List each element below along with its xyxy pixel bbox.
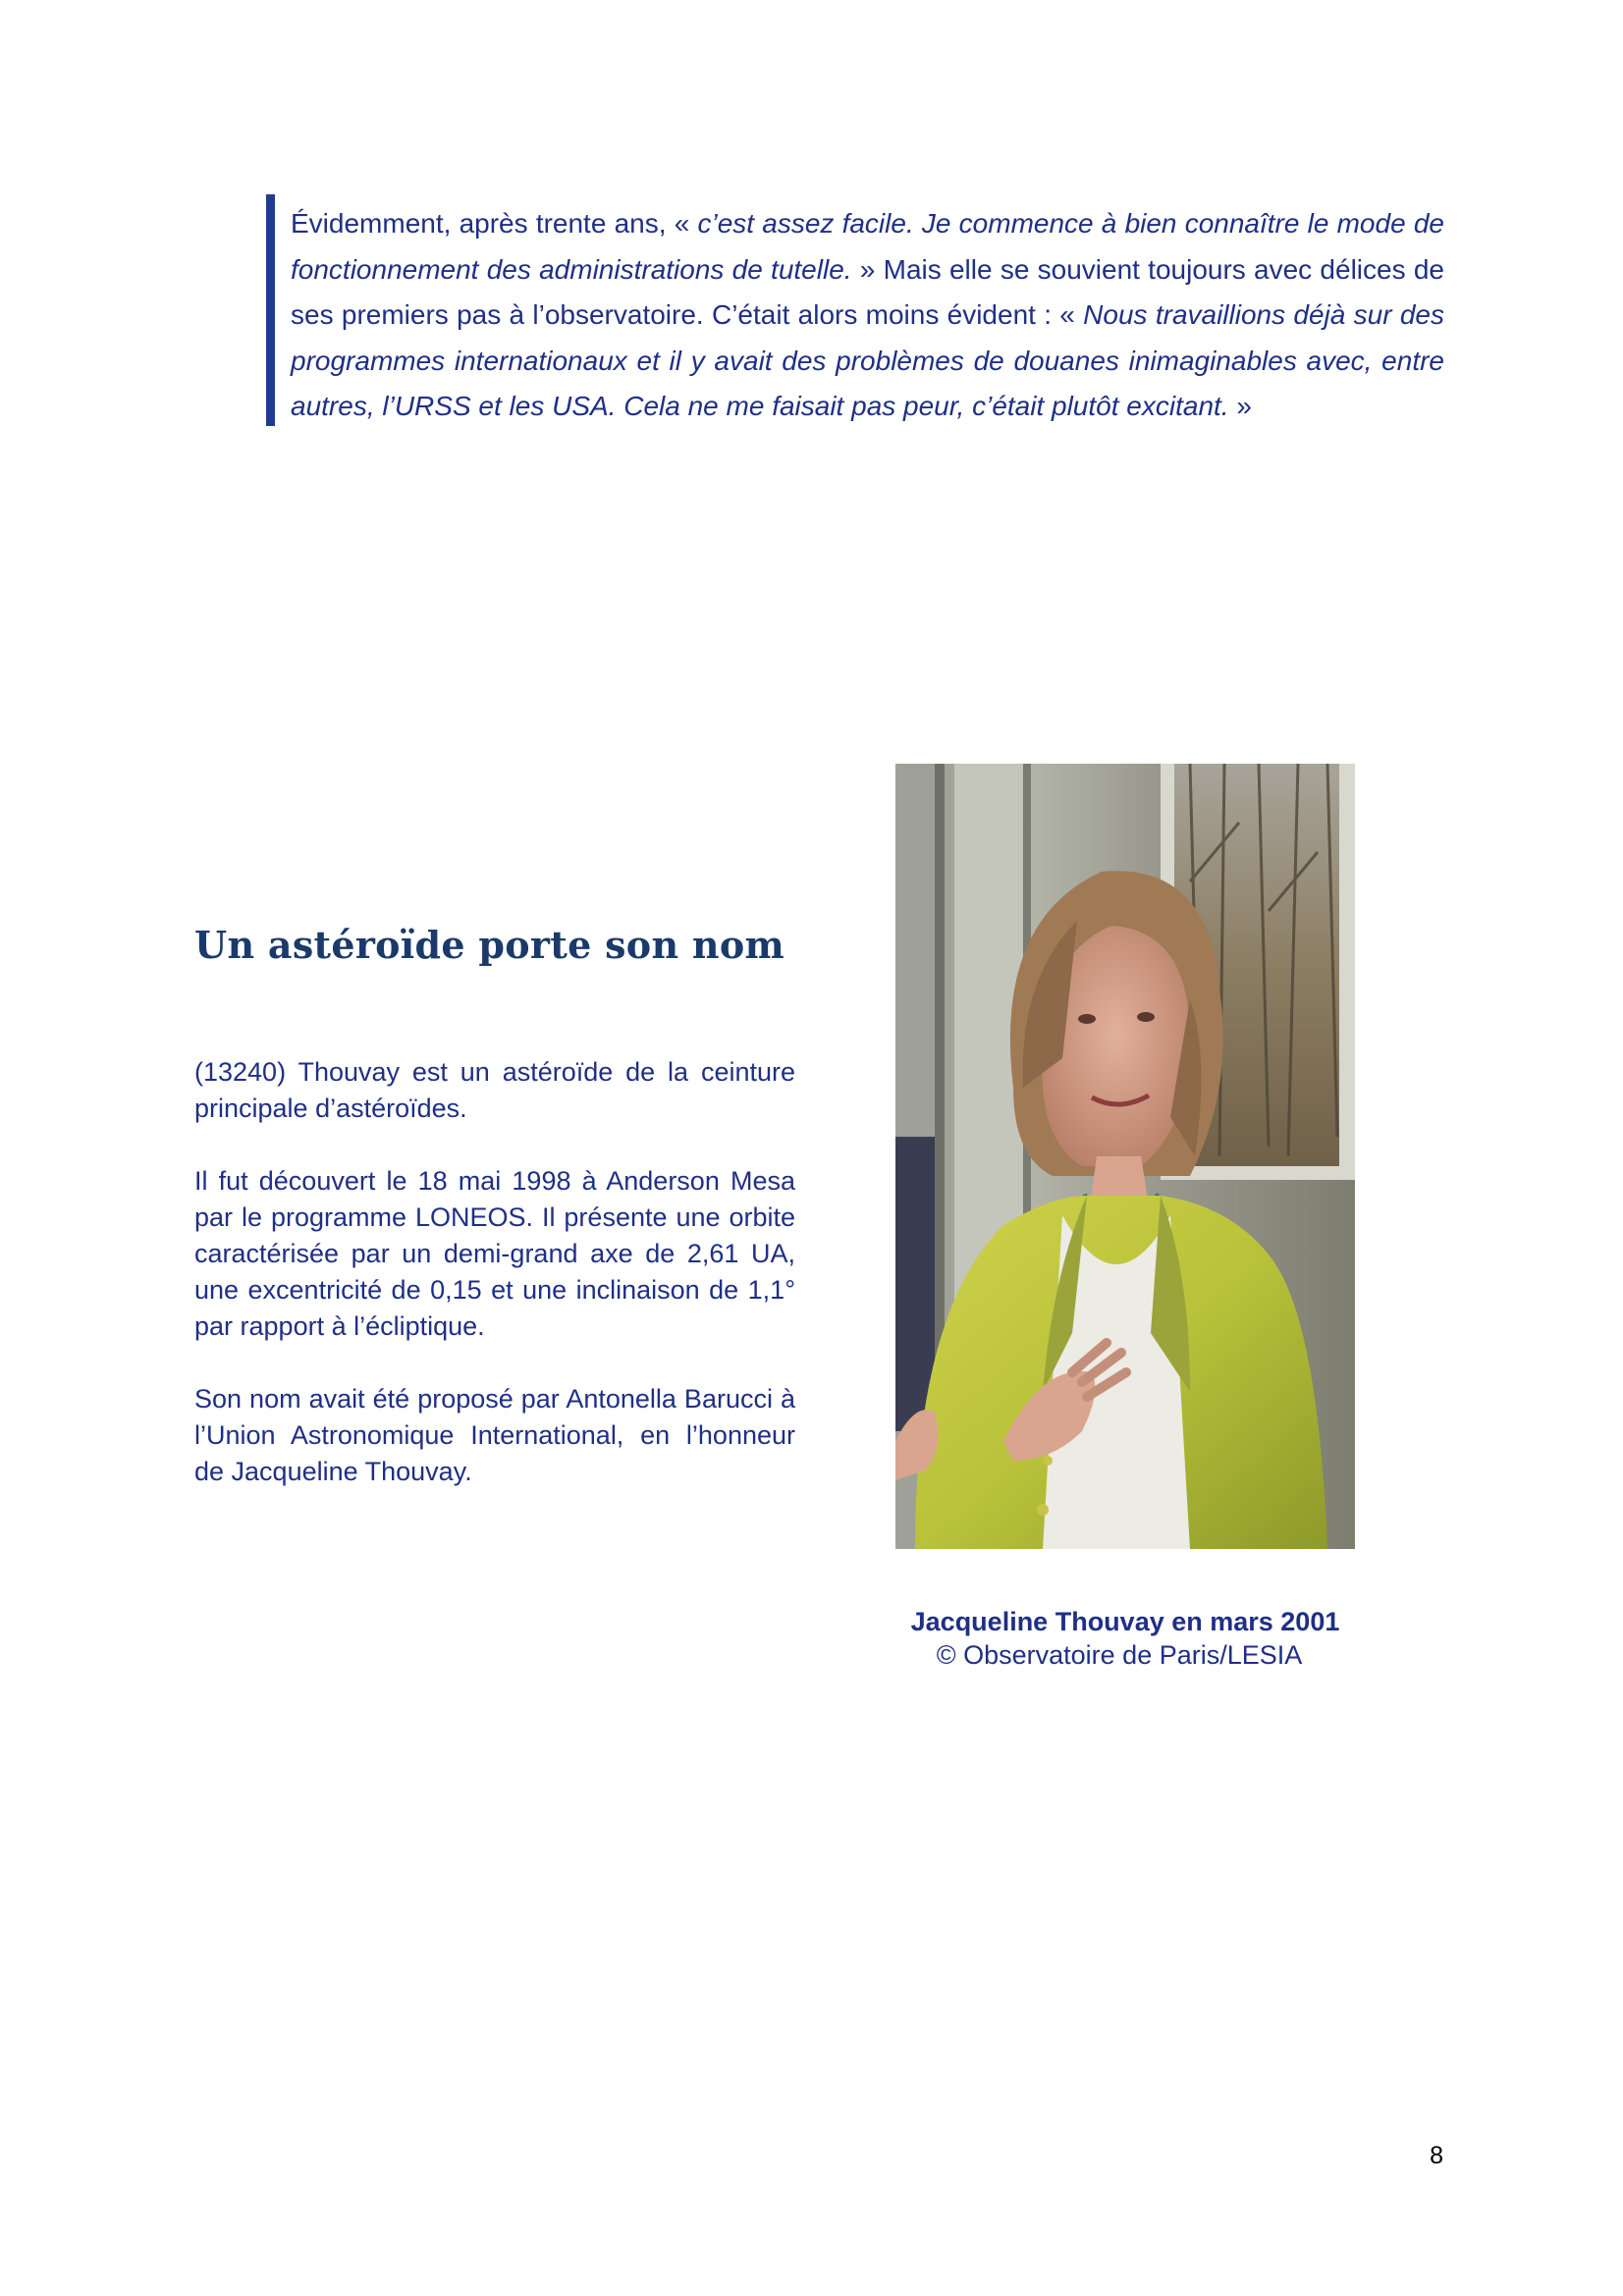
- section-heading: Un astéroïde porte son nom: [194, 923, 784, 967]
- portrait-illustration: [895, 764, 1355, 1549]
- quote-intro: Évidemment, après trente ans, «: [291, 208, 698, 239]
- figure-caption-credit: © Observatoire de Paris/LESIA: [936, 1640, 1303, 1670]
- paragraph-1: (13240) Thouvay est un astéroïde de la ceinture principale d’astéroïdes.: [194, 1057, 795, 1123]
- quote-text: [291, 201, 1444, 430]
- quote-italic-2: Nous travaillions déjà sur des programmes internationaux et il y avait des problèmes de douanes inimaginables avec, entre autres, l’URSS et les USA. Cela ne me faisait pas peur, c’était plutôt excitant.: [291, 299, 1444, 421]
- paragraph-2: Il fut découvert le 18 mai 1998 à Anderson Mesa par le programme LONEOS. Il présente une orbite caractérisée par un demi-grand axe de 2,61 UA, une excentricité de 0,15 et une inclinaison de 1,1° par rapport à l’écliptique.: [194, 1166, 795, 1341]
- quote-middle: » Mais elle se souvient toujours avec délices de ses premiers pas à l’observatoire. C’était alors moins évident : «: [291, 253, 1444, 330]
- figure-caption-title: Jacqueline Thouvay en mars 2001: [910, 1607, 1340, 1636]
- quote-end: »: [1228, 391, 1252, 421]
- quote-italic-1: c’est assez facile. Je commence à bien connaître le mode de fonctionnement des administrations de tutelle.: [291, 208, 1444, 285]
- page-number: 8: [1430, 2142, 1443, 2169]
- paragraph-3: Son nom avait été proposé par Antonella Barucci à l’Union Astronomique International, en l’honneur de Jacqueline Thouvay.: [194, 1384, 795, 1486]
- portrait-photo: [895, 764, 1355, 1549]
